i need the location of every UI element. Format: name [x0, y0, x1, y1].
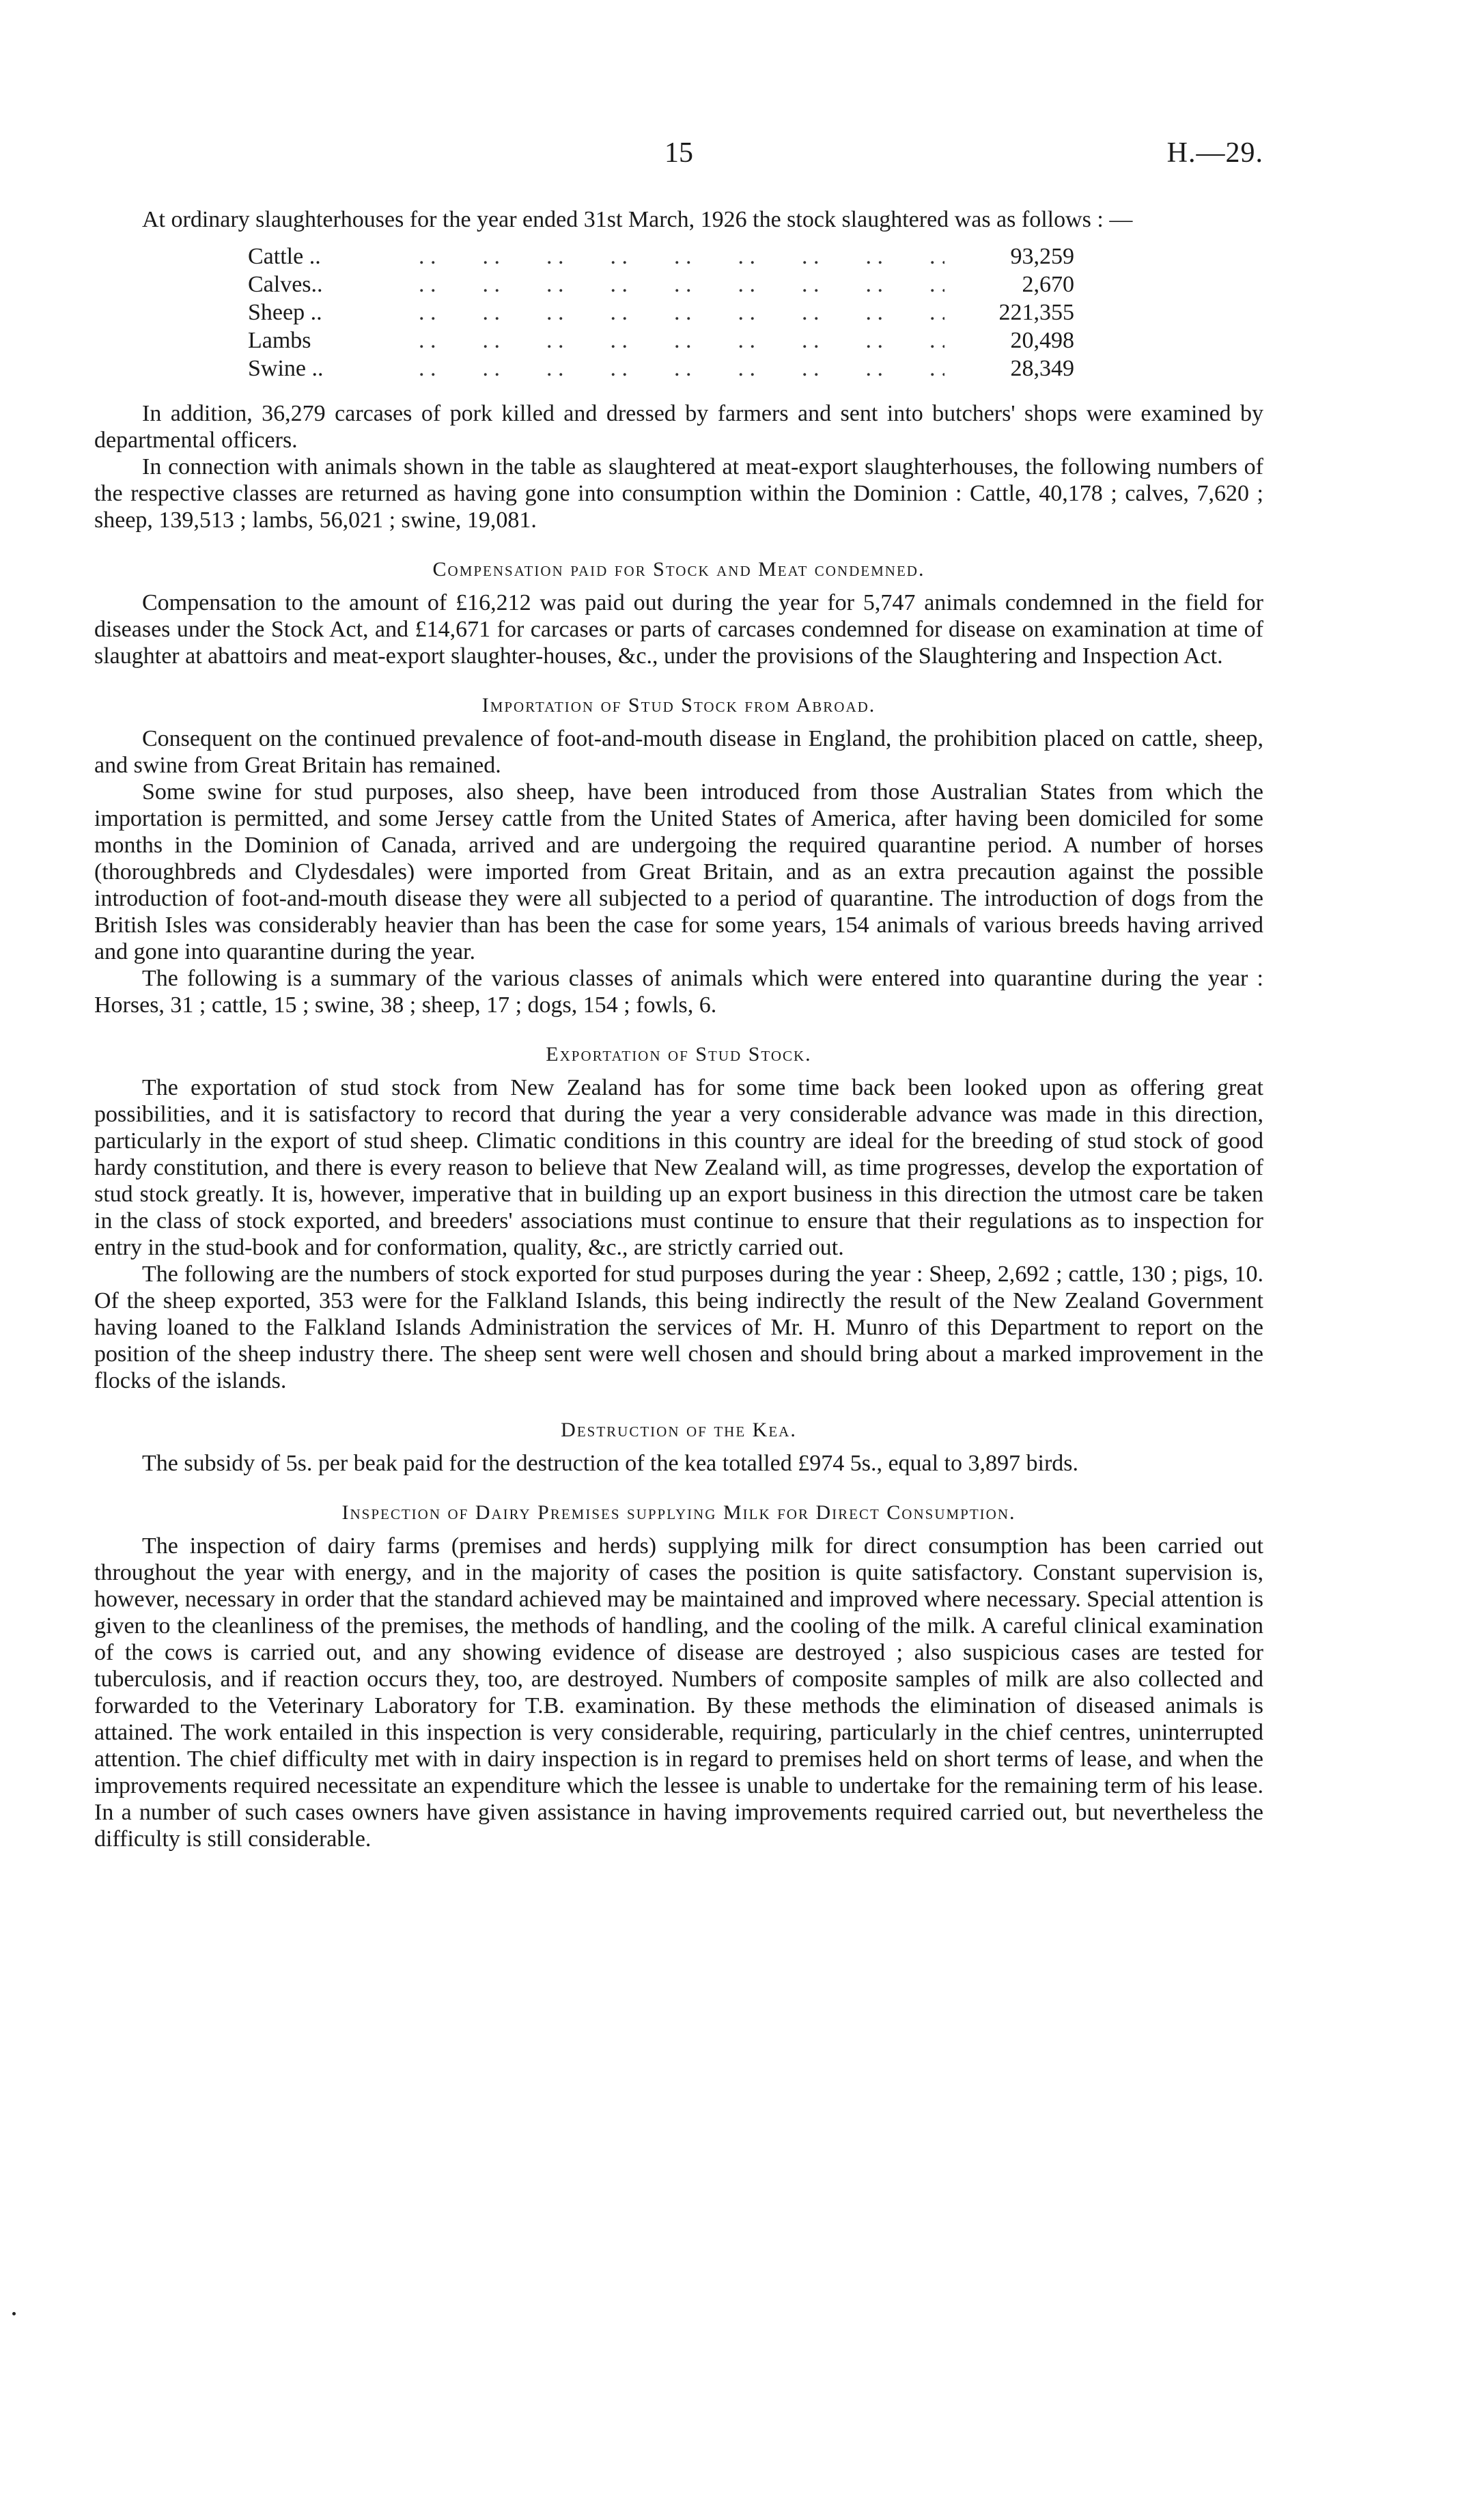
section-heading-kea: Destruction of the Kea.: [561, 1419, 797, 1441]
meat-export-paragraph: In connection with animals shown in the table as slaughtered at meat-export slaughterhouses, the following numbers of the respective classes are returned as having gone into consumption within the Dominion : Cattle, 40,178 ; calves, 7,620 ; sheep, 139,513 ; lambs, 56,021 ; swine, 19,081.: [94, 454, 1263, 533]
stock-count: 2,670: [1022, 272, 1074, 297]
document-reference: H.—29.: [1166, 137, 1263, 169]
leader-dots: [412, 270, 944, 298]
stock-class-label: Lambs: [248, 328, 311, 353]
section-paragraph: The following is a summary of the various classes of animals which were entered into quarantine during the year : Horses, 31 ; cattle, 15 ; swine, 38 ; sheep, 17 ; dogs, 154 ; fowls, 6.: [94, 966, 1263, 1018]
stock-count: 20,498: [1010, 328, 1074, 353]
table-row: [248, 298, 1074, 326]
page-number: 15: [664, 137, 693, 169]
table-row: [248, 326, 1074, 354]
section-heading-compensation: Compensation paid for Stock and Meat condemned.: [432, 558, 925, 581]
section-heading-dairy-inspection: Inspection of Dairy Premises supplying Milk for Direct Consumption.: [341, 1501, 1016, 1524]
table-row: [248, 354, 1074, 382]
stock-count: 28,349: [1010, 356, 1074, 381]
document-page: [94, 137, 1263, 1852]
leader-dots: [412, 326, 944, 354]
stock-class-label: Cattle ..: [248, 244, 321, 269]
section-paragraph: Some swine for stud purposes, also sheep, have been introduced from those Australian States from which the importation is permitted, and some Jersey cattle from the United States of America, after having been domiciled for some months in the Dominion of Canada, arrived and are undergoing the required quarantine period. A number of horses (thoroughbreds and Clydesdales) were imported from Great Britain, and as an extra precaution against the possible introduction of foot-and-mouth disease they were all subjected to a period of quarantine. The introduction of dogs from the British Isles was considerably heavier than has been the case for some years, 154 animals of various breeds having arrived and gone into quarantine during the year.: [94, 779, 1263, 964]
section-paragraph: The inspection of dairy farms (premises and herds) supplying milk for direct consumption has been carried out throughout the year with energy, and in the majority of cases the position is quite satisfactory. Constant supervision is, however, necessary in order that the standard achieved may be maintained and improved where necessary. Special attention is given to the cleanliness of the premises, the methods of handling, and the cooling of the milk. A careful clinical examination of the cows is carried out, and any showing evidence of disease are destroyed ; also suspicious cases are tested for tuberculosis, and if reaction occurs they, too, are destroyed. Numbers of composite samples of milk are also collected and forwarded to the Veterinary Laboratory for T.B. examination. By these methods the elimination of diseased animals is attained. The work entailed in this inspection is very considerable, requiring, particularly in the chief centres, uninterrupted attention. The chief difficulty met with in dairy inspection is in regard to premises held on short terms of lease, and when the improvements required necessitate an expenditure which the lessee is unable to undertake for the remaining term of his lease. In a number of such cases owners have given assistance in having improvements required carried out, but nevertheless the difficulty is still considerable.: [94, 1533, 1263, 1852]
leader-dots: [412, 354, 944, 382]
leader-dots: [412, 298, 944, 326]
intro-paragraph: At ordinary slaughterhouses for the year ended 31st March, 1926 the stock slaughtered was as follows : —: [142, 207, 1133, 232]
pork-carcases-paragraph: In addition, 36,279 carcases of pork killed and dressed by farmers and sent into butchers' shops were examined by departmental officers.: [94, 401, 1263, 453]
section-paragraph: The subsidy of 5s. per beak paid for the destruction of the kea totalled £974 5s., equal to 3,897 birds.: [142, 1451, 1079, 1476]
table-row: [248, 270, 1074, 298]
table-row: [248, 242, 1074, 270]
slaughter-table: [248, 242, 1074, 382]
leader-dots: [412, 242, 944, 270]
stock-count: 221,355: [998, 300, 1074, 325]
stock-class-label: Sheep ..: [248, 300, 322, 325]
stock-class-label: Swine ..: [248, 356, 324, 381]
section-paragraph: Compensation to the amount of £16,212 was paid out during the year for 5,747 animals condemned in the field for diseases under the Stock Act, and £14,671 for carcases or parts of carcases condemned for disease on examination at time of slaughter at abattoirs and meat-export slaughter-houses, &c., under the provisions of the Slaughtering and Inspection Act.: [94, 590, 1263, 669]
section-paragraph: Consequent on the continued prevalence of foot-and-mouth disease in England, the prohibition placed on cattle, sheep, and swine from Great Britain has remained.: [94, 726, 1263, 778]
section-paragraph: The exportation of stud stock from New Zealand has for some time back been looked upon as offering great possibilities, and it is satisfactory to record that during the year a very considerable advance was made in this direction, particularly in the export of stud sheep. Climatic conditions in this country are ideal for the breeding of stud stock of good hardy constitution, and there is every reason to believe that New Zealand will, as time progresses, develop the exportation of stud stock greatly. It is, however, imperative that in building up an export business in this direction the utmost care be taken in the class of stock exported, and breeders' associations must continue to ensure that their regulations as to inspection for entry in the stud-book and for conformation, quality, &c., are strictly carried out.: [94, 1075, 1263, 1260]
stock-class-label: Calves..: [248, 272, 323, 297]
section-heading-importation: Importation of Stud Stock from Abroad.: [481, 694, 876, 716]
section-heading-exportation: Exportation of Stud Stock.: [546, 1043, 812, 1066]
stock-count: 93,259: [1010, 244, 1074, 269]
section-paragraph: The following are the numbers of stock exported for stud purposes during the year : Sheep, 2,692 ; cattle, 130 ; pigs, 10. Of the sheep exported, 353 were for the Falkland Islands, this being indirectly the result of the New Zealand Government having loaned to the Falkland Islands Administration the services of Mr. H. Munro of this Department to report on the position of the sheep industry there. The sheep sent were well chosen and should bring about a marked improvement in the flocks of the islands.: [94, 1262, 1263, 1393]
scan-mark: [12, 2312, 16, 2315]
page-header: [94, 137, 1263, 191]
